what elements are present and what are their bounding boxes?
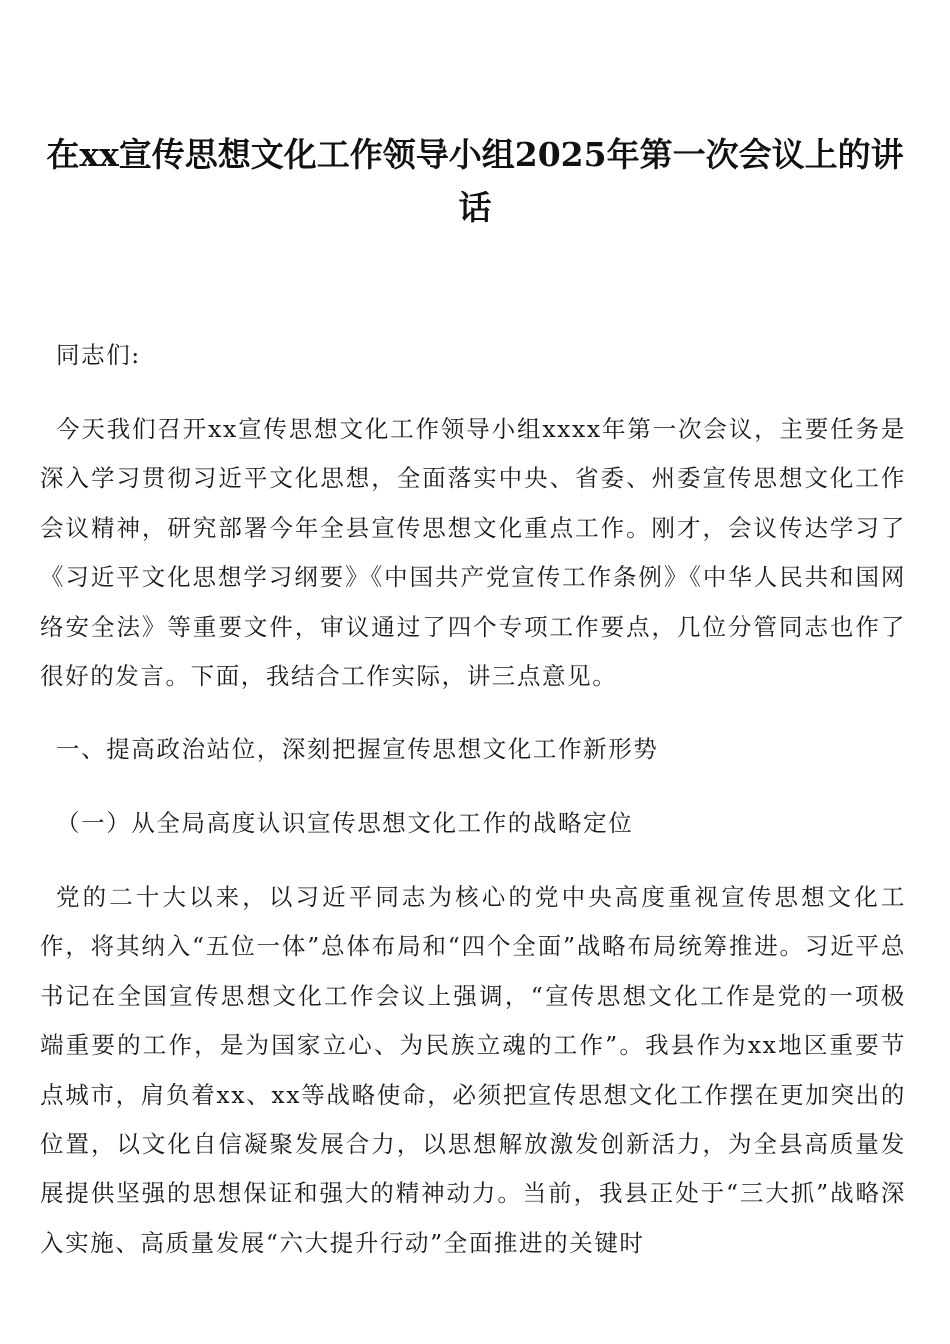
- subsection-heading-1: （一）从全局高度认识宣传思想文化工作的战略定位: [56, 809, 634, 837]
- salutation: 同志们:: [56, 341, 141, 369]
- paragraph-opening: 今天我们召开xx宣传思想文化工作领导小组xxxx年第一次会议，主要任务是深入学习贯彻习近平文化思想，全面落实中央、省委、州委宣传思想文化工作会议精神，研究部署今年全县宣传思想文化重点工作。刚才，会议传达学习了《习近平文化思想学习纲要》《中国共产党宣传工作条例》《中华人民共和国网络安全法》等重要文件，审议通过了四个专项工作要点，几位分管同志也作了很好的发言。下面，我结合工作实际，讲三点意见。: [40, 415, 906, 691]
- section-heading-1: 一、提高政治站位，深刻把握宣传思想文化工作新形势: [56, 735, 659, 763]
- document-title: 在xx宣传思想文化工作领导小组2025年第一次会议上的讲话: [46, 135, 904, 227]
- paragraph-strategic-positioning: 党的二十大以来，以习近平同志为核心的党中央高度重视宣传思想文化工作，将其纳入“五位一体”总体布局和“四个全面”战略布局统筹推进。习近平总书记在全国宣传思想文化工作会议上强调，“宣传思想文化工作是党的一项极端重要的工作，是为国家立心、为民族立魂的工作”。我县作为xx地区重要节点城市，肩负着xx、xx等战略使命，必须把宣传思想文化工作摆在更加突出的位置，以文化自信凝聚发展合力，以思想解放激发创新活力，为全县高质量发展提供坚强的思想保证和强大的精神动力。当前，我县正处于“三大抓”战略深入实施、高质量发展“六大提升行动”全面推进的关键时: [40, 883, 906, 1257]
